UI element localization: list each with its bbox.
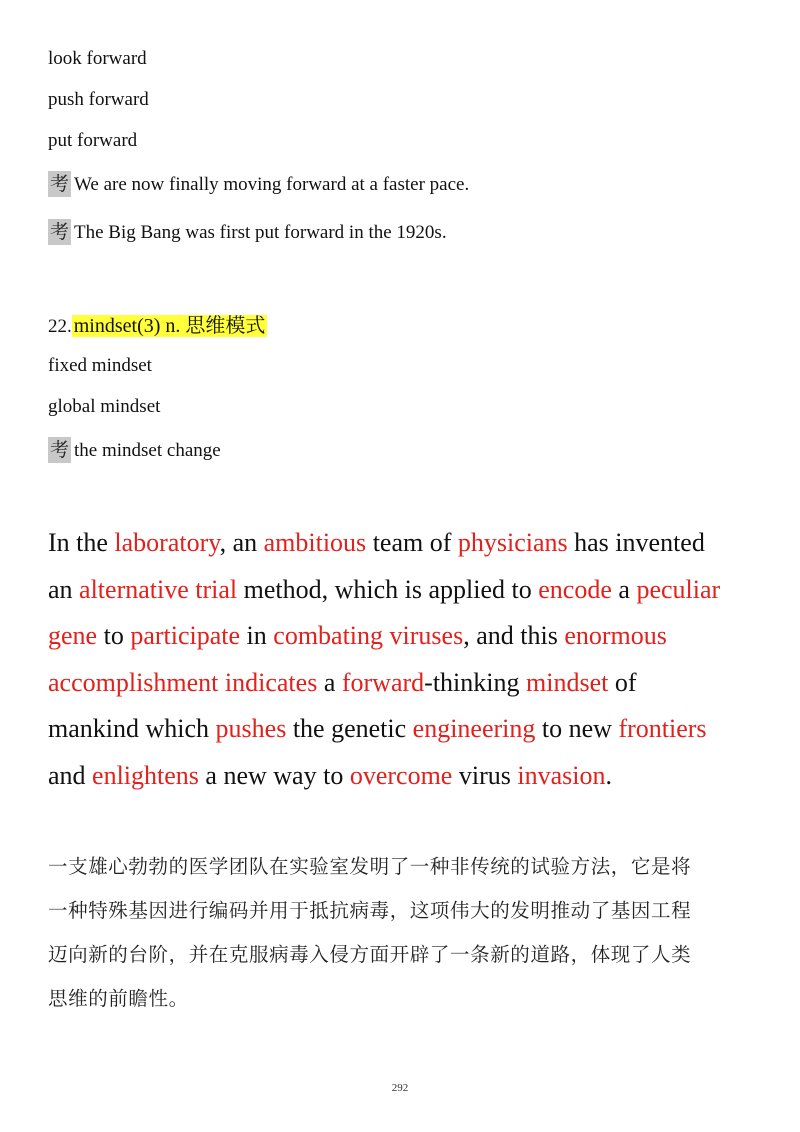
paragraph-text: , an [219, 528, 264, 557]
vocab-keyword: invasion [517, 760, 606, 790]
paragraph-text: virus [452, 760, 518, 790]
vocab-keyword: encode [538, 574, 612, 604]
paragraph-text: an [48, 574, 80, 604]
paragraph-text: of [608, 667, 637, 697]
exam-marker: 考 [50, 221, 70, 243]
vocab-keyword: enormous [564, 621, 667, 650]
entry-heading [48, 309, 267, 338]
page-number: 292 [391, 1082, 409, 1094]
paragraph-text: -thinking [424, 667, 526, 697]
paragraph-text: a [611, 574, 637, 604]
paragraph-line [48, 520, 760, 567]
example-sentence [48, 171, 469, 197]
phrase-put-forward: put forward [48, 130, 138, 151]
paragraph-text: mankind which [48, 714, 216, 743]
phrase-global-mindset: global mindset [48, 396, 161, 417]
paragraph-line [48, 567, 760, 614]
paragraph-line [48, 660, 760, 707]
vocab-keyword: frontiers [618, 714, 707, 743]
vocab-keyword: alternative trial [79, 574, 238, 604]
paragraph-text: , and this [463, 621, 565, 650]
exam-marker: 考 [50, 439, 70, 461]
translation-line: 思维的前瞻性。 [48, 987, 189, 1010]
example-sentence [48, 219, 447, 245]
paragraph-text: . [605, 760, 612, 790]
paragraph-text: the genetic [286, 714, 413, 743]
vocab-keyword: combating viruses [273, 621, 464, 650]
phrase-push-forward: push forward [48, 89, 149, 110]
paragraph-text: has invented [567, 528, 705, 557]
vocab-keyword: peculiar [636, 574, 721, 604]
paragraph-line [48, 753, 760, 800]
paragraph-text: In the [48, 528, 115, 557]
example-sentence [48, 437, 221, 463]
english-paragraph [48, 520, 760, 799]
vocab-keyword: gene [48, 621, 98, 650]
vocab-keyword: ambitious [263, 528, 367, 557]
phrase-fixed-mindset: fixed mindset [48, 355, 152, 376]
entry-headword: mindset(3) n. 思维模式 [73, 315, 266, 337]
chinese-translation [48, 845, 768, 1021]
vocab-keyword: laboratory [114, 528, 220, 557]
paragraph-text: in [240, 621, 274, 650]
vocab-keyword: accomplishment indicates [48, 667, 318, 697]
paragraph-text: a new way to [198, 760, 350, 790]
translation-line: 迈向新的台阶，并在克服病毒入侵方面开辟了一条新的道路，体现了人类 [48, 943, 692, 966]
example-text: The Big Bang was first put forward in the 1920s. [74, 222, 447, 243]
entry-number: 22. [48, 316, 72, 337]
vocab-keyword: mindset [526, 667, 609, 697]
vocab-keyword: overcome [349, 760, 453, 790]
paragraph-text: to new [535, 714, 619, 743]
paragraph-text: team of [366, 528, 458, 557]
example-text: the mindset change [74, 440, 221, 461]
translation-line: 一支雄心勃勃的医学团队在实验室发明了一种非传统的试验方法，它是将 [48, 855, 692, 878]
translation-line: 一种特殊基因进行编码并用于抵抗病毒，这项伟大的发明推动了基因工程 [48, 899, 692, 922]
paragraph-text: a [317, 667, 342, 697]
paragraph-text: and [48, 760, 93, 790]
vocab-keyword: engineering [412, 714, 536, 743]
phrase-look-forward: look forward [48, 48, 147, 69]
paragraph-line [48, 613, 760, 660]
exam-marker: 考 [50, 173, 70, 195]
vocab-keyword: pushes [215, 714, 287, 743]
paragraph-line [48, 706, 760, 753]
vocab-keyword: participate [130, 621, 241, 650]
example-text: We are now finally moving forward at a faster pace. [74, 174, 470, 195]
vocab-keyword: forward [341, 667, 425, 697]
paragraph-text: method, which is applied to [237, 574, 539, 604]
vocab-keyword: physicians [457, 528, 568, 557]
vocab-keyword: enlightens [92, 760, 199, 790]
paragraph-text: to [97, 621, 131, 650]
